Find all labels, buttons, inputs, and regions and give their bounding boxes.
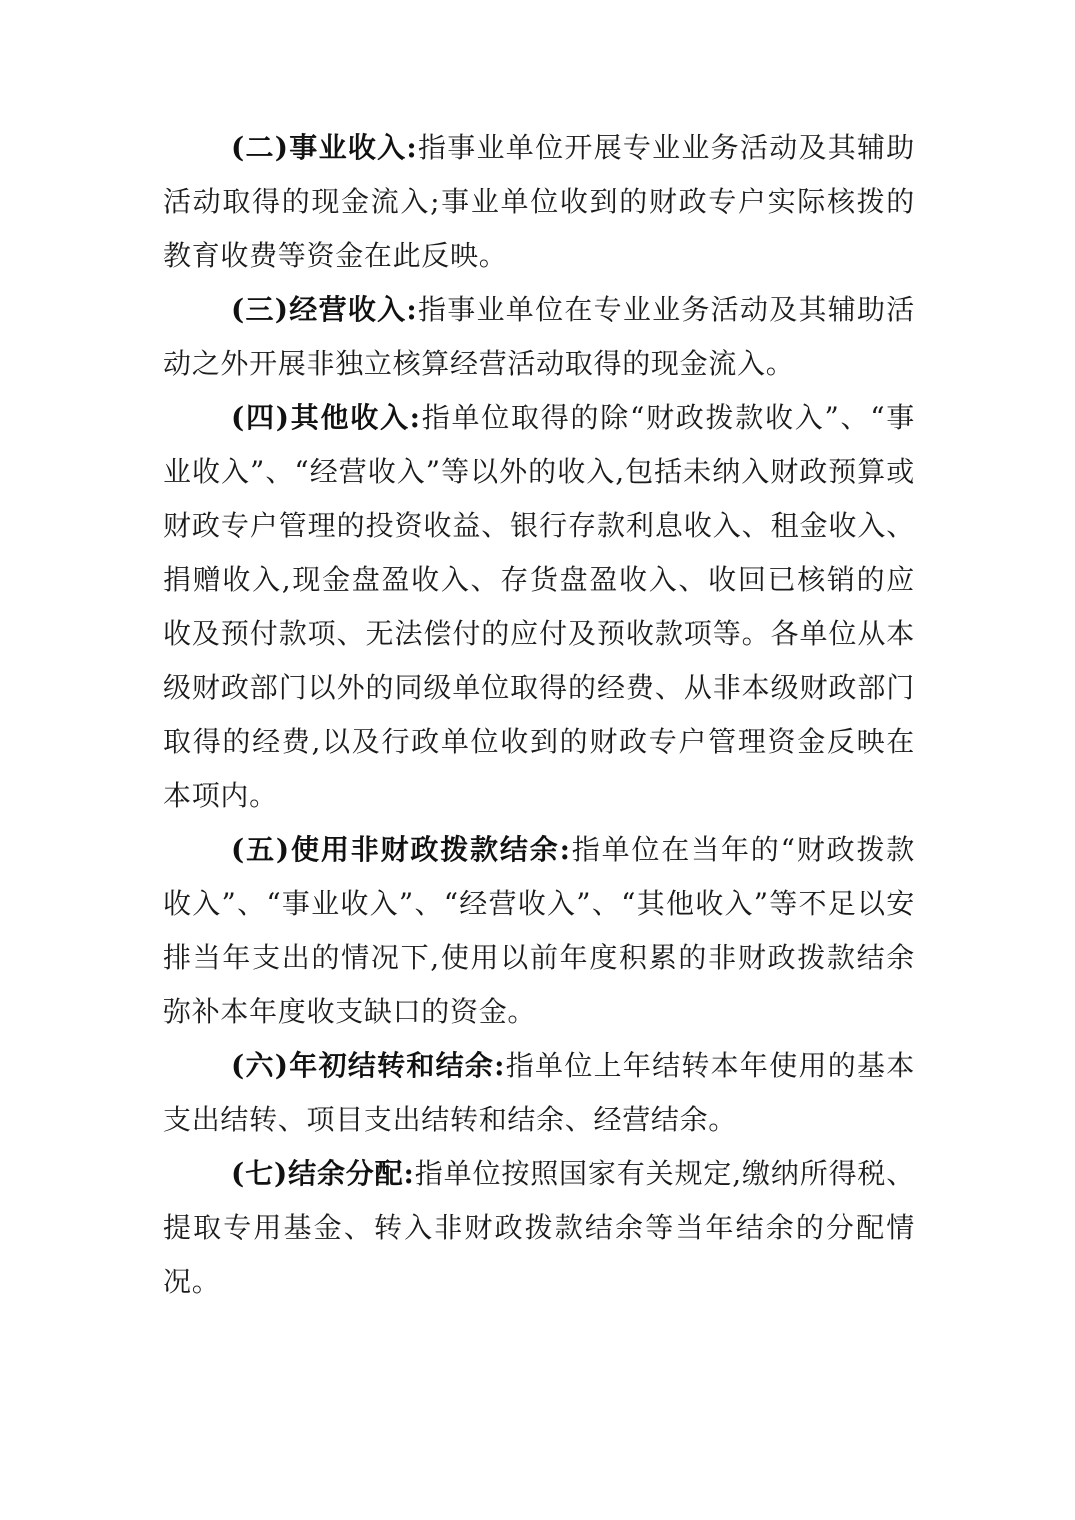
paragraph-item-2 bbox=[163, 121, 915, 283]
term-heading: (七)结余分配: bbox=[231, 1157, 415, 1190]
term-heading: (二)事业收入: bbox=[231, 131, 418, 164]
paragraph-item-7 bbox=[163, 1147, 915, 1309]
term-definition: 指单位按照国家有关规定,缴纳所得税、提取专用基金、转入非财政拨款结余等当年结余的分配情况。 bbox=[163, 1157, 915, 1298]
term-definition: 指事业单位在专业业务活动及其辅助活动之外开展非独立核算经营活动取得的现金流入。 bbox=[163, 293, 915, 380]
term-heading: (五)使用非财政拨款结余: bbox=[231, 833, 571, 866]
paragraph-item-3 bbox=[163, 283, 915, 391]
term-definition: 指单位上年结转本年使用的基本支出结转、项目支出结转和结余、经营结余。 bbox=[163, 1049, 915, 1136]
term-heading: (六)年初结转和结余: bbox=[231, 1049, 506, 1082]
text-block bbox=[163, 121, 915, 1309]
term-definition: 指事业单位开展专业业务活动及其辅助活动取得的现金流入;事业单位收到的财政专户实际核拨的教育收费等资金在此反映。 bbox=[163, 131, 915, 272]
paragraph-item-6 bbox=[163, 1039, 915, 1147]
term-heading: (四)其他收入: bbox=[231, 401, 421, 434]
term-definition: 指单位在当年的“财政拨款收入”、“事业收入”、“经营收入”、“其他收入”等不足以安排当年支出的情况下,使用以前年度积累的非财政拨款结余弥补本年度收支缺口的资金。 bbox=[163, 833, 915, 1028]
paragraph-item-5 bbox=[163, 823, 915, 1039]
term-heading: (三)经营收入: bbox=[231, 293, 418, 326]
term-definition: 指单位取得的除“财政拨款收入”、“事业收入”、“经营收入”等以外的收入,包括未纳入财政预算或财政专户管理的投资收益、银行存款利息收入、租金收入、捐赠收入,现金盘盈收入、存货盘盈收入、收回已核销的应收及预付款项、无法偿付的应付及预收款项等。各单位从本级财政部门以外的同级单位取得的经费、从非本级财政部门取得的经费,以及行政单位收到的财政专户管理资金反映在本项内。 bbox=[163, 401, 915, 812]
paragraph-item-4 bbox=[163, 391, 915, 823]
